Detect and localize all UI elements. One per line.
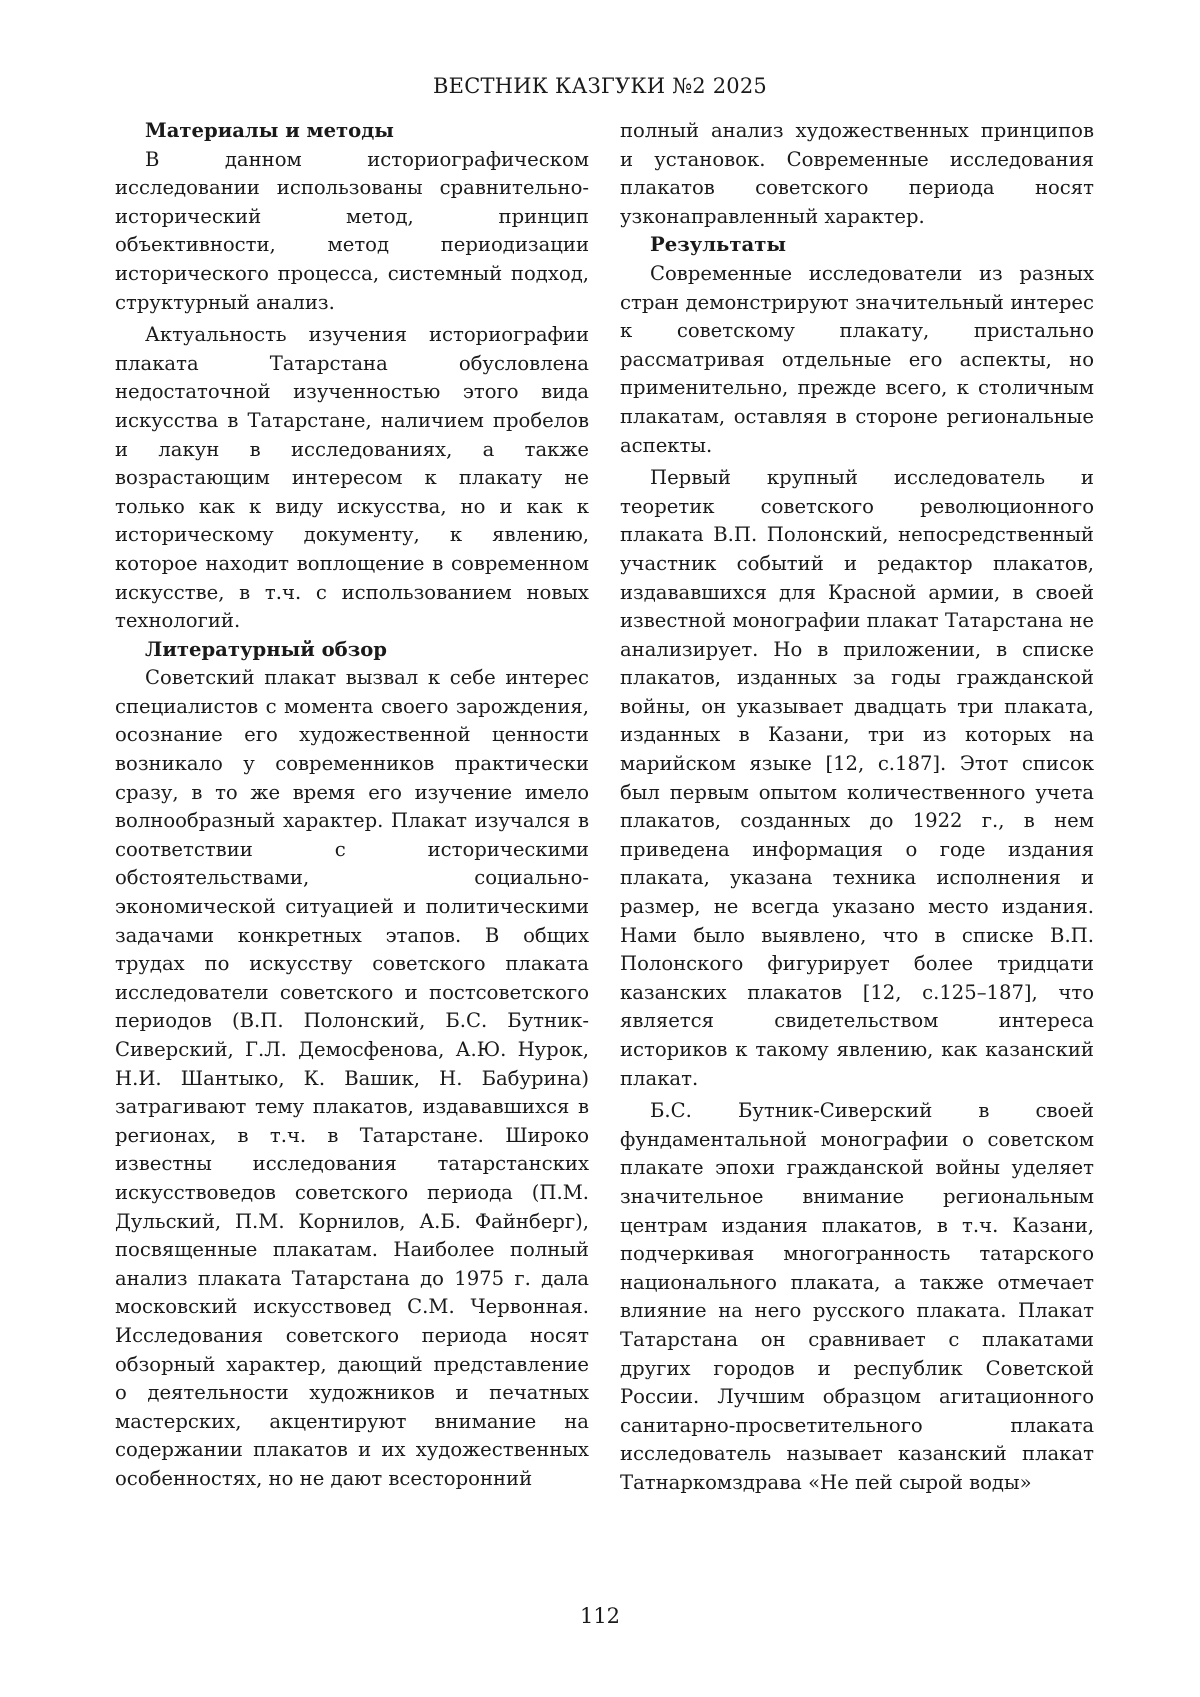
paragraph: Советский плакат вызвал к себе интерес специалистов с момента своего зарождения, осознание его художественной ценности возникало у современников практически сразу, в то же время его изучение имело волнообразный характер. Плакат изучался в соответствии с историческими обстоятельствами, социально-экономической ситуацией и политическими задачами конкретных этапов. В общих трудах по искусству советского плаката исследователи советского и постсоветского периодов (В.П. Полонский, Б.С. Бутник-Сиверский, Г.Л. Демосфенова, А.Ю. Нурок, Н.И. Шантыко, К. Вашик, Н. Бабурина) затрагивают тему плакатов, издававшихся в регионах, в т.ч. в Татарстане. Широко известны исследования татарстанских искусствоведов советского периода (П.М. Дульский, П.М. Корнилов, А.Б. Файнберг), посвященные плакатам. Наиболее полный анализ плаката Татарстана до 1975 г. дала московский искусствовед С.М. Червонная. Исследования советского периода носят обзорный характер, дающий представление о деятельности художников и печатных мастерских, акцентируют внимание на содержании плакатов и их художественных особенностях, но не дают всесторонний	[115, 666, 589, 1490]
article-body	[115, 117, 1094, 1498]
right-column	[620, 117, 1094, 1498]
page-number: 112	[579, 1604, 621, 1628]
paragraph: Первый крупный исследователь и теоретик советского революционного плаката В.П. Полонский, непосредственный участник событий и редактор плакатов, издававшихся для Красной армии, в своей известной монографии плакат Татарстана не анализирует. Но в приложении, в списке плакатов, изданных за годы гражданской войны, он указывает двадцать три плаката, изданных в Казани, три из которых на марийском языке [12, с.187]. Этот список был первым опытом количественного учета плакатов, созданных до 1922 г., в нем приведена информация о годе издания плаката, указана техника исполнения и размер, не всегда указано место издания. Нами было выявлено, что в списке В.П. Полонского фигурирует более тридцати казанских плакатов [12, с.125–187], что является свидетельством интереса историков к такому явлению, как казанский плакат.	[620, 466, 1094, 1090]
paragraph: Актуальность изучения историографии плаката Татарстана обусловлена недостаточной изученностью этого вида искусства в Татарстане, наличием пробелов и лакун в исследованиях, а также возрастающим интересом к плакату не только как к виду искусства, но и как к историческому документу, к явлению, которое находит воплощение в современном искусстве, в т.ч. с использованием новых технологий.	[115, 323, 589, 633]
paragraph-continuation: полный анализ художественных принципов и установок. Современные исследования плакатов советского периода носят узконаправленный характер.	[620, 119, 1094, 228]
paragraph: В данном историографическом исследовании использованы сравнительно-исторический метод, принцип объективности, метод периодизации исторического процесса, системный подход, структурный анализ.	[115, 147, 589, 314]
paragraph: Б.С. Бутник-Сиверский в своей фундаментальной монографии о советском плакате эпохи гражданской войны уделяет значительное внимание региональным центрам издания плакатов, в т.ч. Казани, подчеркивая многогранность татарского национального плаката, а также отмечает влияние на него русского плаката. Плакат Татарстана он сравнивает с плакатами других городов и республик Советской России. Лучшим образцом агитационного санитарно-просветительного плаката исследователь называет казанский плакат Татнаркомздрава «Не пей сырой воды»	[620, 1099, 1094, 1494]
paragraph: Современные исследователи из разных стран демонстрируют значительный интерес к советскому плакату, пристально рассматривая отдельные его аспекты, но применительно, прежде всего, к столичным плакатам, оставляя в стороне региональные аспекты.	[620, 261, 1094, 457]
section-heading-literature-review: Литературный обзор	[145, 637, 387, 661]
section-heading-materials: Материалы и методы	[145, 119, 394, 142]
left-column	[115, 117, 589, 1498]
section-heading-results: Результаты	[650, 233, 786, 257]
journal-header: ВЕСТНИК КАЗГУКИ №2 2025	[433, 74, 767, 98]
